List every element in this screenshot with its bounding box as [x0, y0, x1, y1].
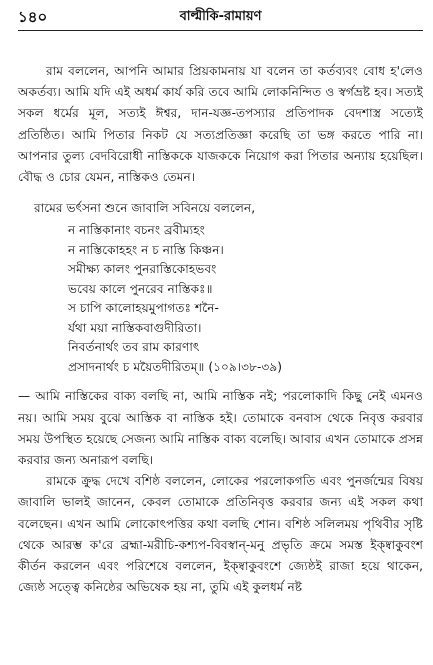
verse-line: নিবর্তনার্থং তব রাম কারণাৎ: [68, 340, 200, 355]
paragraph-vasishtha: রামকে ক্রুদ্ধ দেখে বশিষ্ঠ বললেন, লোকের পরলোকগতি এবং পুনর্জন্মের বিষয় জাবালি ভালই জানেন, কেবল তোমাকে প্রতিনিবৃত্ত করবার জন্য এই সকল কথা বলেছেন। এখন আমি লোকোৎপত্তির কথা বলছি শোন। বশিষ্ঠ সলিলময় পৃথিবীর সৃষ্টি থেকে আরম্ভ ক'রে ব্রহ্মা-মরীচি-কশ্যপ-বিবস্বান্‌-মনু প্রভৃতি ক্রমে সমস্ত ইক্ষ্বাকুবংশ কীর্তন করলেন এবং পরিশেষে বললেন, ইক্ষ্বাকুবংশে জ্যেষ্ঠই রাজা হয়ে থাকেন, জ্যেষ্ঠ সত্ত্বে কনিষ্ঠের অভিষেক হয় না, তুমি এই কুলধর্ম নষ্ট: [18, 474, 423, 595]
verse-reference: (১০৯।৩৮-৩৯): [208, 359, 282, 374]
paragraph-jabali-reply: — আমি নাস্তিকের বাক্য বলছি না, আমি নাস্তিক নই; পরলোকাদি কিছু নেই এমনও নয়। আমি সময় বুঝে আস্তিক বা নাস্তিক হই। তোমাকে বনবাস থেকে নিবৃত্ত করবার সময় উপস্থিত হয়েছে সেজন্য আমি নাস্তিক বাক্য বলেছি। আবার এখন তোমাকে প্রসন্ন করবার জন্য অনারূপ বলছি।: [18, 389, 423, 468]
verse-line: ভবেয় কালে পুনরেব নাস্তিকঃ॥: [68, 281, 213, 296]
verse-line: স চাপি কালোহয়মুপাগতঃ শনৈ-: [68, 301, 219, 316]
verse-line: সমীক্ষ্য কালং পুনরাস্তিকোহভবং: [68, 262, 217, 277]
verse-line: ন নাস্তিকোহহং ন চ নাস্তি কিঞ্চন।: [68, 242, 224, 257]
verse-line-last: [68, 358, 423, 378]
verse-line: ন নাস্তিকানাং বচনং ব্রবীম্যহং: [68, 223, 205, 238]
page-number: ১৪০: [18, 8, 48, 26]
verse-intro: রামের ভর্ৎসনা শুনে জাবালি সবিনয়ে বললেন,: [34, 201, 256, 216]
verse-line: র্যথা ময়া নাস্তিকবাগুদীরিতা।: [68, 320, 202, 335]
paragraph-rama-speech: রাম বললেন, আপনি আমার প্রিয়কামনায় যা বলেন তা কর্তব্যবং বোধ হ'লেও অকর্তব্য। আমি যদি এই অধর্ম কার্য করি তবে আমি লোকনিন্দিত ও স্বর্গভ্রষ্ট হব। সত্যই সকল ধর্মের মূল, সত্যই ঈশ্বর, দান-যজ্ঞ-তপস্যার প্রতিপাদক বেদশাস্ত্র সত্যেই প্রতিষ্ঠিত। আমি পিতার নিকট যে সত্যপ্রতিজ্ঞা করেছি তা ভঙ্গ করতে পারি না। আপনার তুল্য বেদবিরোধী নাস্তিককে যাজককে নিয়োগ করা পিতার অন্যায় হয়েছিল। বৌদ্ধ ও চোর যেমন, নাস্তিকও তেমন।: [18, 64, 423, 185]
page-header: [18, 0, 423, 31]
sanskrit-verses: [18, 221, 423, 377]
running-title: বাল্মীকি-রামায়ণ: [179, 9, 262, 24]
verse-line-text: প্রসাদনার্থং চ ময়ৈতদীরিতম্॥: [68, 359, 205, 374]
